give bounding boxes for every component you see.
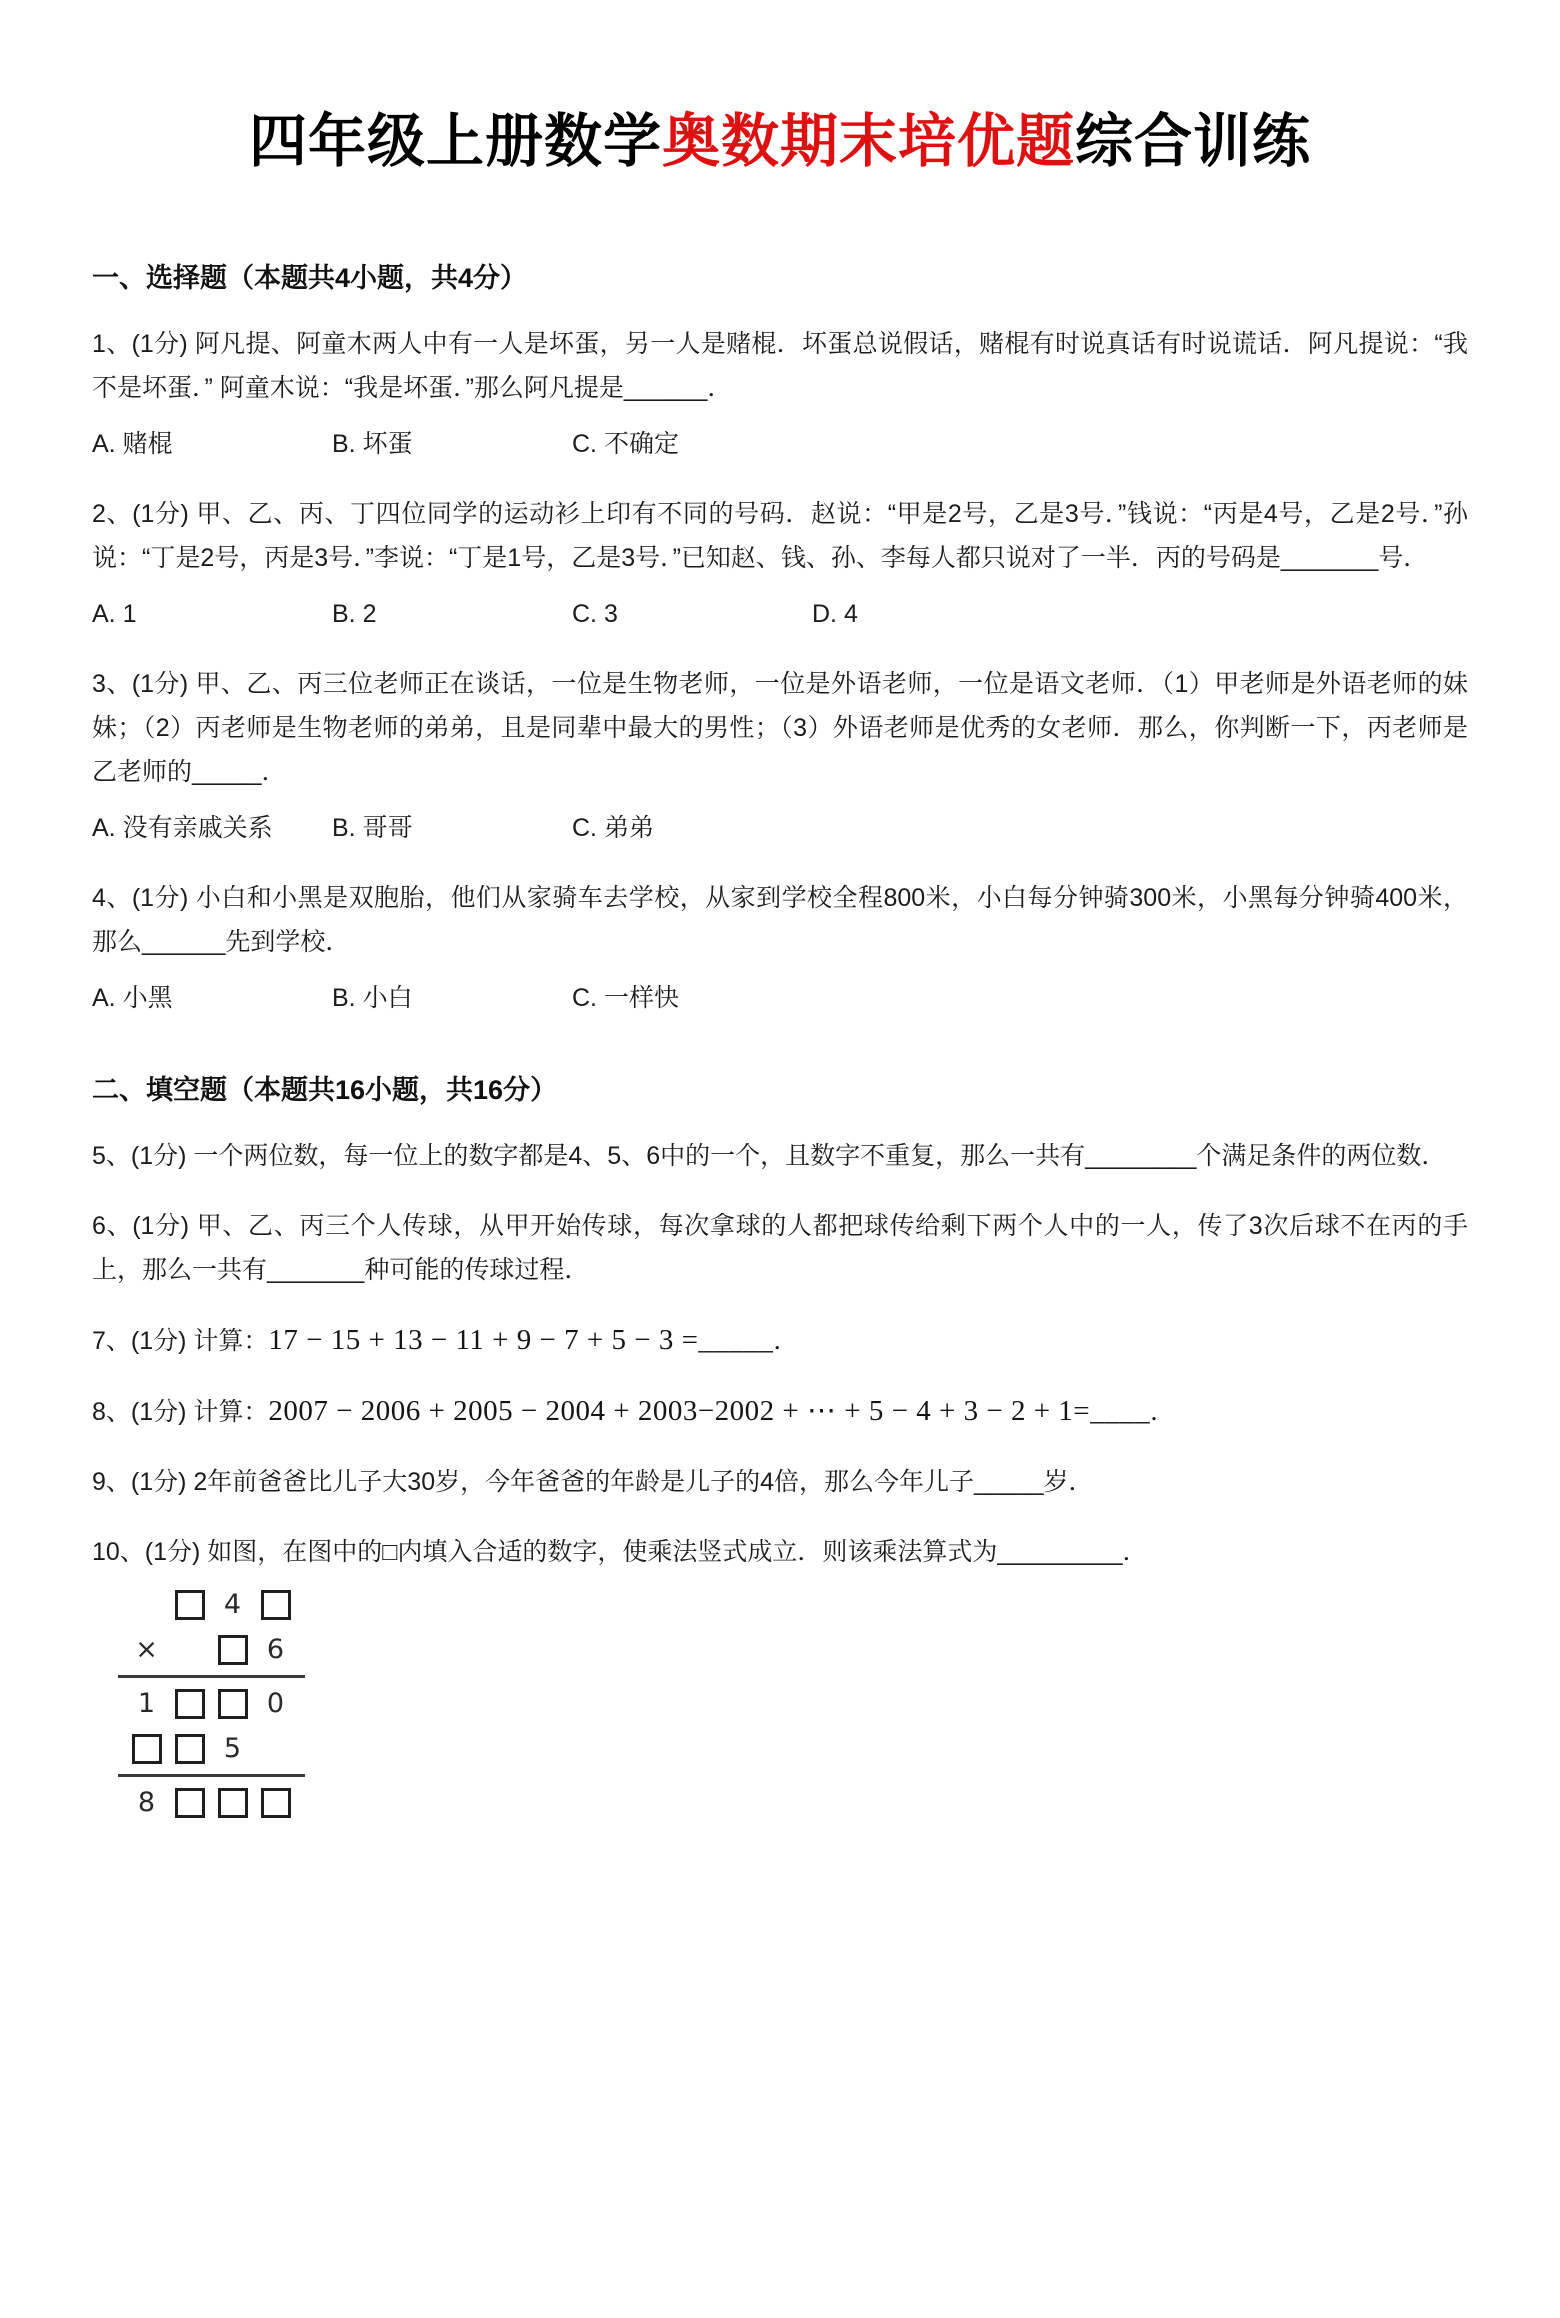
question-1-text: 1、(1分) 阿凡提、阿童木两人中有一人是坏蛋，另一人是赌棍．坏蛋总说假话，赌棍有时说真话有时说谎话．阿凡提说：“我不是坏蛋．” 阿童木说：“我是坏蛋．”那么阿凡提是______．: [92, 330, 1468, 402]
blank-box: [168, 1582, 211, 1627]
question-3-options: [92, 806, 1468, 850]
question-7-period: ．: [773, 1327, 799, 1355]
question-9-text: 9、(1分) 2年前爸爸比儿子大30岁，今年爸爸的年龄是儿子的4倍，那么今年儿子_____岁．: [92, 1468, 1094, 1496]
question-2-options: [92, 592, 1468, 636]
blank-box: [168, 1726, 211, 1771]
blank-box: [125, 1726, 168, 1771]
blank-box-square: [175, 1734, 205, 1764]
question-8-expression: 2007 − 2006 + 2005 − 2004 + 2003−2002 + ⋯ + 5 − 4 + 3 − 2 + 1=____: [268, 1395, 1151, 1427]
title-suffix: 综合训练: [1075, 109, 1312, 174]
blank-box-square: [218, 1689, 248, 1719]
option-item: C. 一样快: [572, 984, 679, 1012]
blank-box-square: [175, 1788, 205, 1818]
question-6-text: 6、(1分) 甲、乙、丙三个人传球，从甲开始传球，每次拿球的人都把球传给剩下两个人中的一人，传了3次后球不在丙的手上，那么一共有_______种可能的传球过程．: [92, 1212, 1468, 1284]
question-8-period: ．: [1150, 1398, 1176, 1426]
title-prefix: 四年级上册数学: [248, 109, 662, 174]
blank-box-square: [218, 1635, 248, 1665]
digit-cell: 8: [137, 1787, 156, 1818]
section-fill-heading: 二、填空题（本题共16小题，共16分）: [92, 1075, 558, 1105]
title-highlight: 奥数期末培优题: [661, 109, 1075, 174]
multiply-sign: ×: [135, 1634, 158, 1665]
blank-box: [211, 1780, 254, 1825]
digit-cell: 4: [223, 1589, 242, 1620]
question-3-text: 3、(1分) 甲、乙、丙三位老师正在谈话，一位是生物老师，一位是外语老师，一位是语文老师．（1）甲老师是外语老师的妹妹；（2）丙老师是生物老师的弟弟，且是同辈中最大的男性；（3）外语老师是优秀的女老师．那么，你判断一下，丙老师是乙老师的_____．: [92, 670, 1468, 786]
blank-box-square: [175, 1590, 205, 1620]
digit-cell: 5: [223, 1733, 242, 1764]
option-item: A. 赌棍: [92, 430, 173, 458]
digit-cell: 6: [266, 1634, 285, 1665]
question-2-text: 2、(1分) 甲、乙、丙、丁四位同学的运动衫上印有不同的号码．赵说：“甲是2号，乙是3号．”钱说：“丙是4号，乙是2号．”孙说：“丁是2号，丙是3号．”李说：“丁是1号，乙是3号．”已知赵、钱、孙、李每人都只说对了一半．丙的号码是_______号．: [92, 500, 1468, 572]
option-item: B. 坏蛋: [332, 430, 413, 458]
rule-line: [118, 1675, 305, 1678]
question-7-text: [92, 1318, 1468, 1363]
question-7-label: 7、(1分) 计算：: [92, 1327, 269, 1355]
digit-cell: 1: [137, 1688, 156, 1719]
question-4-text: 4、(1分) 小白和小黑是双胞胎，他们从家骑车去学校，从家到学校全程800米，小白每分钟骑300米，小黑每分钟骑400米，那么______先到学校．: [92, 884, 1468, 956]
option-item: C. 3: [572, 600, 618, 628]
blank-box: [168, 1780, 211, 1825]
empty-cell: [254, 1726, 297, 1771]
option-item: C. 不确定: [572, 430, 679, 458]
digit-cell: 0: [266, 1688, 285, 1719]
option-item: A. 小黑: [92, 984, 173, 1012]
blank-box-square: [132, 1734, 162, 1764]
option-item: B. 2: [332, 600, 377, 628]
question-8-text: [92, 1389, 1468, 1434]
option-item: C. 弟弟: [572, 814, 654, 842]
section-choice-heading: 一、选择题（本题共4小题，共4分）: [92, 263, 528, 293]
blank-box-square: [218, 1788, 248, 1818]
question-5-text: 5、(1分) 一个两位数，每一位上的数字都是4、5、6中的一个，且数字不重复，那么一共有________个满足条件的两位数．: [92, 1142, 1447, 1170]
mul-row: [118, 1780, 318, 1825]
mul-row: [118, 1582, 318, 1627]
blank-box: [211, 1627, 254, 1672]
blank-box-square: [175, 1689, 205, 1719]
empty-cell: [125, 1582, 168, 1627]
question-7-expression: 17 − 15 + 13 − 11 + 9 − 7 + 5 − 3 =_____: [268, 1324, 774, 1356]
option-item: B. 哥哥: [332, 814, 413, 842]
question-4-options: [92, 976, 1468, 1020]
option-item: A. 没有亲戚关系: [92, 814, 273, 842]
blank-box: [168, 1681, 211, 1726]
mul-row: [118, 1681, 318, 1726]
page-title: [92, 109, 1468, 174]
empty-cell: [168, 1627, 211, 1672]
option-item: B. 小白: [332, 984, 413, 1012]
rule-line: [118, 1774, 305, 1777]
question-10-text: 10、(1分) 如图，在图中的□内填入合适的数字，使乘法竖式成立．则该乘法算式为_________．: [92, 1538, 1148, 1566]
option-item: D. 4: [812, 600, 858, 628]
option-item: A. 1: [92, 600, 137, 628]
blank-box-square: [261, 1590, 291, 1620]
mul-row: [118, 1627, 318, 1672]
multiplication-diagram: [118, 1582, 318, 1825]
blank-box: [211, 1681, 254, 1726]
question-8-label: 8、(1分) 计算：: [92, 1398, 269, 1426]
mul-row: [118, 1726, 318, 1771]
blank-box-square: [261, 1788, 291, 1818]
question-1-options: [92, 422, 1468, 466]
blank-box: [254, 1582, 297, 1627]
blank-box: [254, 1780, 297, 1825]
worksheet-page: [0, 109, 1560, 2318]
